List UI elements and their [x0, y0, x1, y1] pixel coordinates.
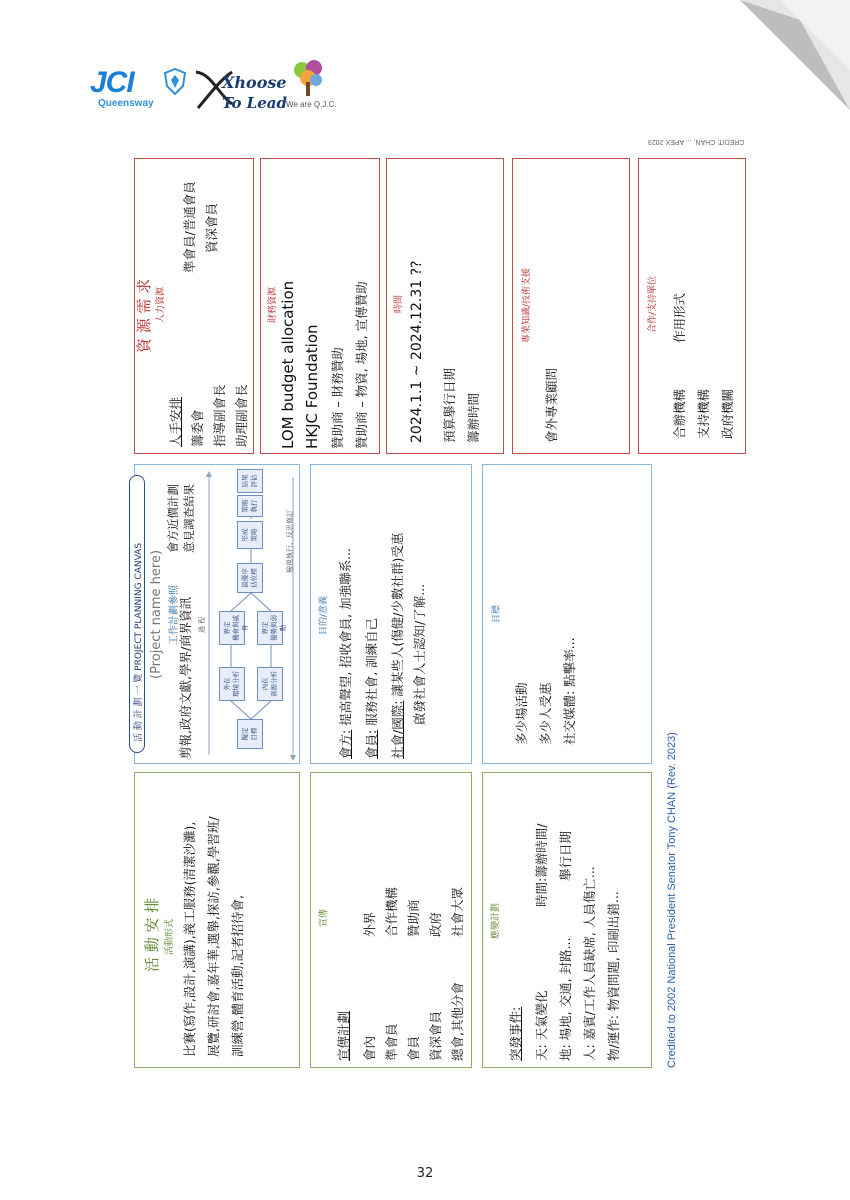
page-number: 32 — [416, 1166, 434, 1181]
flow-node-internal: 內在 資源分析 — [257, 667, 283, 701]
promotion-box — [310, 772, 472, 1068]
process-label: 過 程 — [198, 616, 206, 633]
goal-line-3: 社交媒體: 點擊率... — [562, 637, 577, 745]
finance-line-2: HKJC Foundation — [303, 324, 321, 449]
logo-row — [90, 62, 350, 114]
promotion-outer-4: 政府 — [428, 911, 443, 937]
staff-left-2: 指導副會長 — [212, 384, 227, 447]
canvas-title-pill — [129, 475, 145, 753]
expertise-heading: 專業知識/技術支援 — [522, 267, 532, 343]
review-label: 檢視執行、反思修訂 — [286, 510, 294, 573]
goals-box — [482, 464, 652, 764]
partners-heading: 合作/支持單位 — [648, 275, 658, 333]
flow-node-priority: 最優序 佔位標 — [237, 563, 263, 593]
activity-form-heading: 活動形式 — [165, 918, 175, 955]
staff-left-3: 助理副會長 — [234, 384, 249, 447]
flow-node-external: 外在 環境分析 — [219, 667, 245, 701]
resources-title: 資 源 需 求 — [135, 278, 153, 353]
time-heading: 時間 — [394, 294, 404, 313]
goal-line-1: 多少場活動 — [514, 682, 529, 745]
human-resources-heading: 人力資源 — [156, 286, 166, 323]
canvas-title: 活 動 計 劃 一 覽 PROJECT PLANNING CANVAS — [134, 542, 144, 742]
activity-form-line-2: 展覽,研討會,嘉年華,選舉,探訪,參觀,學習班/ — [206, 816, 221, 1057]
contingency-line-3: 人: 嘉賓/工作人員缺席, 人員傷亡... — [582, 866, 597, 1061]
flow-node-goal: 擬定 目標 — [237, 719, 263, 749]
survey-results-text: 意見調查結果 — [182, 484, 196, 553]
partners-government: 政府機關 — [720, 388, 735, 439]
promotion-inner-1: 會內 — [362, 1035, 377, 1061]
page-corner-fold — [740, 0, 850, 110]
finance-heading: 財務資源 — [268, 286, 278, 323]
partners-role: 作用形式 — [672, 292, 687, 343]
partners-co-organizer: 合辦機構 — [672, 388, 687, 439]
goals-heading: 目標 — [492, 604, 502, 623]
time-line-3: 籌辦時間 — [466, 392, 481, 443]
promotion-inner-2: 準會員 — [384, 1023, 399, 1061]
contingency-line-4: 物/運作: 物資問題, 印刷出錯... — [606, 891, 621, 1061]
flow-node-execute: 策略 執行 — [237, 495, 263, 517]
promotion-outer-1: 外界 — [362, 911, 377, 937]
time-box — [386, 158, 504, 454]
activity-form-line-3: 訓練營,體育活動,記者招待會, — [230, 895, 245, 1057]
purpose-line-members: 會員: 服務社會, 訓練自己 — [364, 617, 379, 759]
finance-line-4: 贊助商 – 物資, 場地, 宣傳贊助 — [354, 281, 369, 449]
choose-text: Xhoose — [222, 73, 287, 92]
contingency-label: 突發事件: — [508, 1006, 523, 1061]
planning-canvas-landscape — [128, 148, 735, 1068]
expertise-box — [512, 158, 630, 454]
promotion-plan-label: 宣傳計劃 — [336, 1010, 351, 1061]
contingency-line-1: 天: 天氣變化 — [534, 990, 549, 1061]
promotion-inner-3: 會員 — [406, 1035, 421, 1061]
partners-supporter: 支持機構 — [696, 388, 711, 439]
activity-box — [134, 772, 300, 1068]
credit-small-reversed: CREDIT: CHAN, ... APEX 2023 — [648, 138, 745, 145]
time-range: 2024.1.1 ~ 2024.12.31 ?? — [409, 260, 425, 443]
activity-title: 活 動 安 排 — [143, 897, 161, 972]
contingency-box — [482, 772, 652, 1068]
contingency-date-label: 舉行日期 — [558, 830, 573, 881]
jci-shield-icon — [164, 68, 186, 96]
human-resources-box — [134, 158, 254, 454]
purpose-heading: 目的/意義 — [319, 595, 329, 635]
time-line-2: 預算舉行日期 — [442, 367, 457, 443]
jci-logo-subtitle: Queensway — [98, 98, 154, 109]
staff-right-1: 準會員/普通會員 — [182, 181, 197, 273]
project-name-placeholder: (Project name here) — [149, 549, 164, 679]
promotion-outer-5: 社會大眾 — [450, 886, 465, 937]
finance-line-1: LOM budget allocation — [279, 280, 297, 449]
expertise-line-1: 會外專業顧問 — [544, 367, 559, 443]
flow-node-strategy: 形成 策略 — [237, 521, 263, 549]
flow-node-strength: 界定 優勢與弱點 — [257, 611, 283, 645]
purpose-line-society: 社會/國際: 讓某些人(傷健/少數社群)受惠 — [390, 532, 405, 759]
to-lead-text: To Lead — [222, 94, 287, 112]
promotion-outer-2: 合作機構 — [384, 886, 399, 937]
work-plan-heading: 工作計劃參照 — [169, 585, 180, 645]
finance-line-3: 贊助商 – 財務贊助 — [330, 347, 345, 449]
activity-form-line-1: 比賽(寫作,設計,演講),義工服務(清潔沙灘), — [182, 821, 197, 1057]
promotion-heading: 宣傳 — [319, 908, 329, 927]
contingency-line-2: 地: 場地, 交通, 封路... — [558, 937, 573, 1061]
purpose-line-association: 會方: 提高聲望, 招收會員, 加強聯系... — [338, 547, 353, 759]
we-are-qjc-tree-icon — [290, 58, 326, 100]
finance-box — [260, 158, 380, 454]
canvas-box — [134, 464, 300, 764]
goal-line-2: 多少人受惠 — [538, 682, 553, 745]
contingency-time-label: 時間:籌辦時間/ — [534, 823, 549, 907]
staff-left-1: 籌委會 — [190, 409, 205, 447]
promotion-outer-3: 贊助商 — [406, 899, 421, 937]
flow-node-opportunity: 界定 機會與威脅 — [219, 611, 245, 645]
purpose-line-extra: 啟發社會人士認知/了解... — [412, 583, 427, 725]
recent-plans-text: 會方近價計劃 — [166, 484, 180, 553]
promotion-inner-5: 總會,其他分會 — [450, 982, 465, 1061]
references-text: 剪報,政府文獻,學界/商界資訊 — [178, 596, 193, 759]
choose-to-lead-logo — [192, 64, 288, 116]
flow-node-evaluate: 結果 評估 — [237, 469, 263, 493]
jci-logo: JCI — [90, 66, 134, 99]
we-are-qjc-text: We are Q.J.C. — [286, 100, 337, 109]
contingency-heading: 應變計劃 — [491, 902, 501, 939]
partners-box — [638, 158, 746, 454]
promotion-inner-4: 資深會員 — [428, 1010, 443, 1061]
purpose-box — [310, 464, 472, 764]
staffing-label: 人手安排 — [168, 396, 183, 447]
credit-line: Credited to 2002 National President Senator Tony CHAN (Rev. 2023) — [666, 732, 678, 1068]
staff-right-2: 資深會員 — [204, 202, 219, 253]
